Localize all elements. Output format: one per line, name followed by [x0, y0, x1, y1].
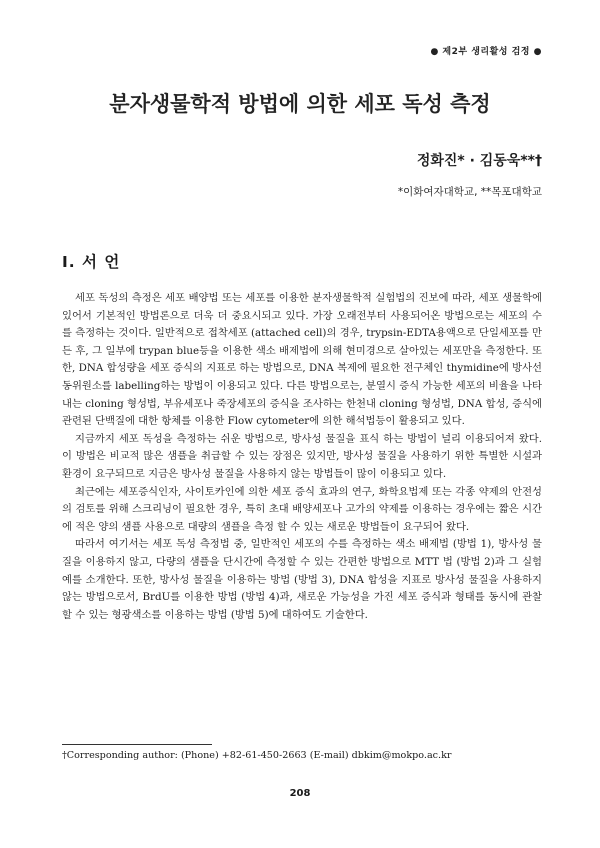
affiliation-line: *이화여자대학교, **목포대학교	[397, 186, 542, 198]
article-title: 분자생물학적 방법에 의한 세포 독성 측정	[109, 92, 491, 116]
footnote: †Corresponding author: (Phone) +82-61-450-2663 (E-mail) dbkim@mokpo.ac.kr	[62, 750, 452, 761]
paragraph: 최근에는 세포증식인자, 사이토카인에 의한 세포 증식 효과의 연구, 화학요법제 또는 각종 약제의 안전성의 검토를 위해 스크리닝이 필요한 경우, 특히 초대 배양세포나 고가의 약제를 이용하는 경우에는 짧은 시간에 적은 양의 샘플 사용으로 대량의 샘플을 측정 할 수 있는 새로운 방법들이 요구되어 왔다.	[62, 485, 542, 533]
body-text	[62, 290, 542, 624]
paragraph: 세포 독성의 측정은 세포 배양법 또는 세포를 이용한 분자생물학적 실험법의 진보에 따라, 세포 생물학에 있어서 기본적인 방법론으로 더욱 더 중요시되고 있다. 가장 오래전부터 사용되어온 방법으로는 세포의 수를 측정하는 것이다. 일반적으로 접착세포 (attached cell)의 경우, trypsin-EDTA용액으로 단일세포를 만든 후, 그 일부에 trypan blue등을 이용한 색소 배제법에 의해 현미경으로 살아있는 세포만을 측정한다. 또한, DNA 합성량을 세포 증식의 지표로 하는 방법으로, DNA 복제에 필요한 전구체인 thymidine에 방사선 동위원소를 labelling하는 방법이 이용되고 있다. 다른 방법으로는, 분열시 증식 가능한 세포의 비율을 나타내는 cloning 형성법, 부유세포나 죽장세포의 증식을 조사하는 한천내 cloning 형성법, DNA 합성, 증식에 관련된 단백질에 대한 항체를 이용한 Flow cytometer에 의한 해석법등이 활용되고 있다.	[62, 292, 542, 428]
footnote-divider	[62, 744, 212, 745]
paragraph: 따라서 여기서는 세포 독성 측정법 중, 일반적인 세포의 수를 측정하는 색소 배제법 (방법 1), 방사성 물질을 이용하지 않고, 다량의 샘플을 단시간에 측정할 수 있는 간편한 방법으로 MTT 법 (방법 2)과 그 실험 예를 소개한다. 또한, 방사성 물질을 이용하는 방법 (방법 3), DNA 합성을 지표로 방사성 물질을 사용하지 않는 방법으로서, BrdU를 이용한 방법 (방법 4)과, 새로운 가능성을 가진 세포 증식과 형태를 동시에 관찰할 수 있는 형광색소를 이용하는 방법 (방법 5)에 대하여도 기술한다.	[62, 538, 542, 621]
paragraph: 지금까지 세포 독성을 측정하는 쉬운 방법으로, 방사성 물질을 표식 하는 방법이 널리 이용되어져 왔다. 이 방법은 비교적 많은 샘플을 취급할 수 있는 장점은 있지만, 방사성 물질을 사용하기 위한 특별한 시설과 환경이 요구되므로 지금은 방사성 물질을 사용하지 않는 방법들이 많이 이용되고 있다.	[62, 432, 542, 480]
section-heading: I. 서 언	[62, 253, 121, 271]
page-number: 208	[289, 788, 311, 799]
running-header: ● 제2부 생리활성 검정 ●	[430, 47, 542, 57]
author-line: 정화진* · 김동욱**†	[416, 153, 542, 169]
